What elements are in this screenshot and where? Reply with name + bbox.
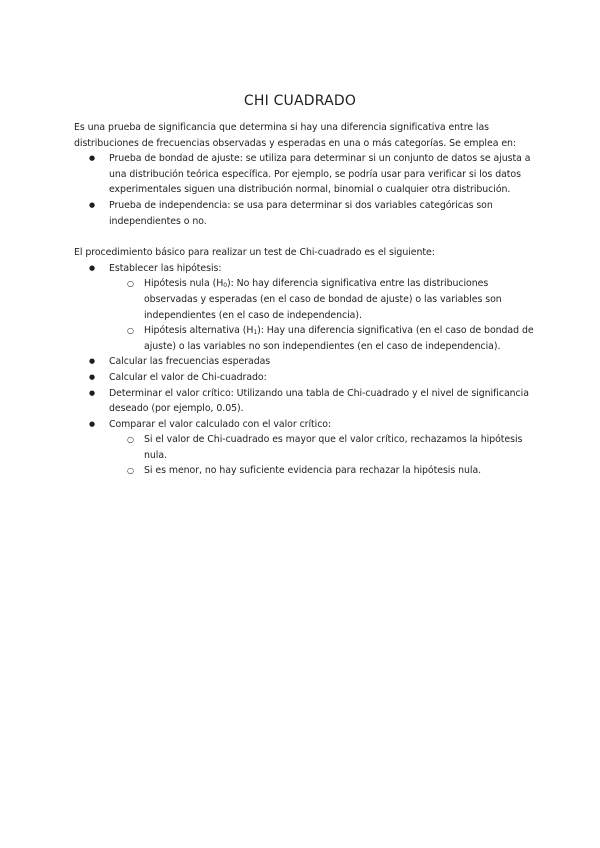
list-item [74,261,544,355]
list-item: ● Prueba de independencia: se usa para determinar si dos variables categóricas son independientes o no. [74,198,544,229]
steps-list [74,261,544,479]
step-text: Establecer las hipótesis: [109,262,222,274]
document-body [74,120,544,479]
comparison-list [109,432,544,479]
procedure-intro: El procedimiento básico para realizar un test de Chi-cuadrado es el siguiente: [74,247,435,259]
h1-text: ): Hay una diferencia significativa (en el caso de bondad de ajuste) o las variables no son independientes (en el caso de independencia). [144,325,534,352]
h0-text: ): No hay diferencia significativa entre las distribuciones observadas y esperadas (en el caso de bondad de ajuste) o las variables son independientes (en el caso de independencia). [144,278,502,321]
hypotheses-list [109,276,544,354]
intro-paragraph: Es una prueba de significancia que determina si hay una diferencia significativa entre las distribuciones de frecuencias observadas y esperadas en una o más categorías. Se emplea en: [74,122,517,149]
uses-list [74,151,544,229]
h0-subscript: 0 [223,282,227,290]
list-item [109,323,544,354]
list-item: ○ Si el valor de Chi-cuadrado es mayor que el valor crítico, rechazamos la hipótesis nula. [109,432,544,463]
spacer [74,229,544,245]
list-item: ● Determinar el valor crítico: Utilizando una tabla de Chi-cuadrado y el nivel de significancia deseado (por ejemplo, 0.05). [74,386,544,417]
step-text: Comparar el valor calculado con el valor crítico: [109,418,332,430]
page-title: CHI CUADRADO [243,93,357,109]
list-item [109,276,544,323]
list-item: ● Prueba de bondad de ajuste: se utiliza para determinar si un conjunto de datos se ajusta a una distribución teórica específica. Por ejemplo, se podría usar para verificar si los datos experimentales siguen una distribución normal, binomial o cualquier otra distribución. [74,151,544,198]
list-item [74,417,544,479]
list-item: ● Calcular las frecuencias esperadas [74,354,544,370]
list-item: ○ Si es menor, no hay suficiente evidencia para rechazar la hipótesis nula. [109,463,544,479]
h1-subscript: 1 [253,329,258,337]
list-item: ● Calcular el valor de Chi-cuadrado: [74,370,544,386]
h1-prefix: Hipótesis alternativa (H [144,325,254,337]
h0-prefix: Hipótesis nula (H [144,278,224,290]
